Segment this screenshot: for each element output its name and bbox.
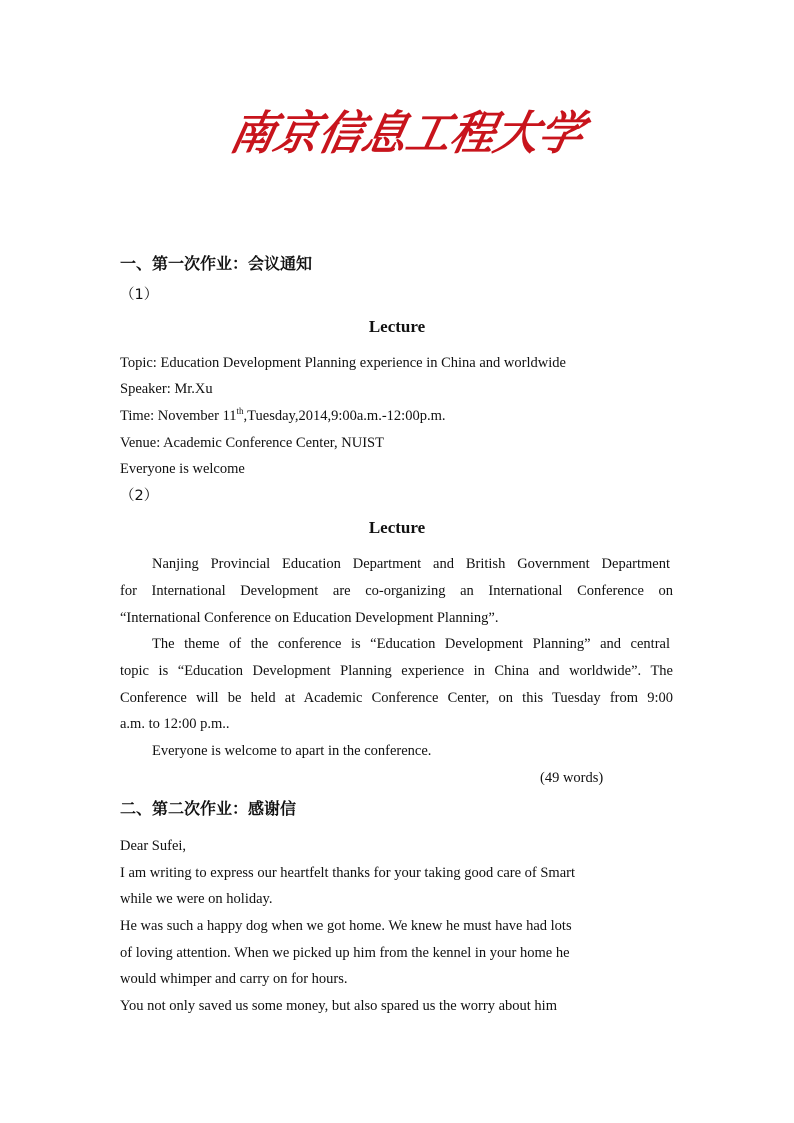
word-count: (49 words) xyxy=(540,770,604,786)
paragraph-line: The theme of the conference is “Education Development Planning” and central xyxy=(152,636,670,652)
part1-number: （1） xyxy=(120,287,159,303)
part2-number: （2） xyxy=(120,488,159,504)
section1-heading: 一、第一次作业：会议通知 xyxy=(120,254,313,273)
time-suffix: ,Tuesday,2014,9:00a.m.-12:00p.m. xyxy=(243,408,446,424)
time-line xyxy=(120,407,445,425)
university-logo: 南 京 信 息 工 程 大 学 xyxy=(225,106,589,161)
letter-line: I am writing to express our heartfelt thanks for your taking good care of Smart xyxy=(120,865,576,881)
letter-line: You not only saved us some money, but also spared us the worry about him xyxy=(120,998,557,1014)
paragraph-line: Everyone is welcome to apart in the conference. xyxy=(152,743,432,759)
welcome-line: Everyone is welcome xyxy=(120,461,245,477)
paragraph-line: “International Conference on Education Development Planning”. xyxy=(120,610,499,626)
letter-line: would whimper and carry on for hours. xyxy=(120,971,348,987)
paragraph-line: topic is “Education Development Planning experience in China and worldwide”. The xyxy=(120,663,673,679)
paragraph-line: Nanjing Provincial Education Department and British Government Department xyxy=(152,556,670,572)
time-prefix: Time: November 11 xyxy=(120,408,237,424)
greeting-line: Dear Sufei, xyxy=(120,838,187,854)
paragraph-line: Conference will be held at Academic Conference Center, on this Tuesday from 9:00 xyxy=(120,690,673,706)
time-superscript: th xyxy=(236,406,244,417)
letter-line: of loving attention. When we picked up him from the kennel in your home he xyxy=(120,945,570,961)
section2-heading: 二、第二次作业：感谢信 xyxy=(120,799,297,818)
speaker-line: Speaker: Mr.Xu xyxy=(120,381,213,397)
topic-line: Topic: Education Development Planning experience in China and worldwide xyxy=(120,355,566,371)
venue-line: Venue: Academic Conference Center, NUIST xyxy=(120,435,384,451)
letter-line: while we were on holiday. xyxy=(120,891,273,907)
part2-title: Lecture xyxy=(368,518,426,537)
part1-title: Lecture xyxy=(368,317,426,336)
letter-line: He was such a happy dog when we got home. We knew he must have had lots xyxy=(120,918,572,934)
paragraph-line: a.m. to 12:00 p.m.. xyxy=(120,716,230,732)
paragraph-line: for International Development are co-organizing an International Conference on xyxy=(120,583,673,599)
